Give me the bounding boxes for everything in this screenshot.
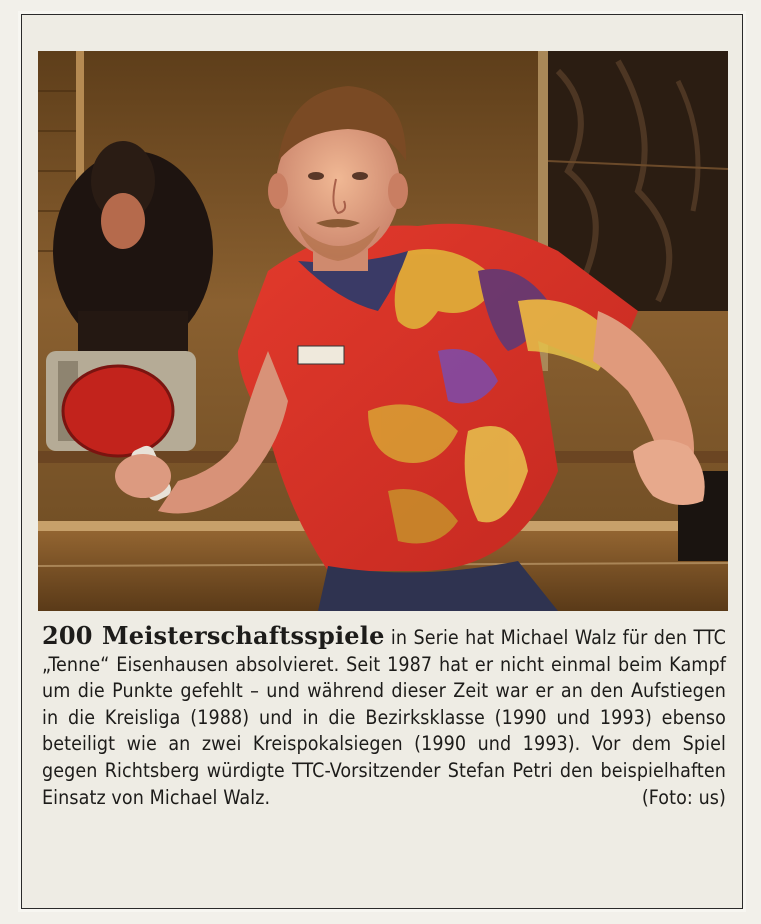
article-photo: [38, 51, 728, 611]
photo-caption: [42, 623, 726, 811]
table-tennis-player-photo: [38, 51, 728, 611]
caption-text: in Serie hat Michael Walz für den TTC „Tenne“ Eisenhausen absolvieret. Seit 1987 hat er nicht einmal beim Kampf um die Punkte gefehlt – und während dieser Zeit war er an den Aufstiegen in die Kreisliga (1988) und in die Bezirksklasse (1990 und 1993) ebenso beteiligt wie an zwei Kreispokalsiegen (1990 und 1993). Vor dem Spiel gegen Richtsberg würdigte TTC-Vorsitzender Stefan Petri den beispielhaften Einsatz von Michael Walz.: [42, 626, 726, 809]
caption-headline: 200 Meisterschaftsspiele: [42, 621, 385, 650]
photo-credit: (Foto: us): [641, 785, 726, 809]
newspaper-clipping: [21, 14, 743, 909]
